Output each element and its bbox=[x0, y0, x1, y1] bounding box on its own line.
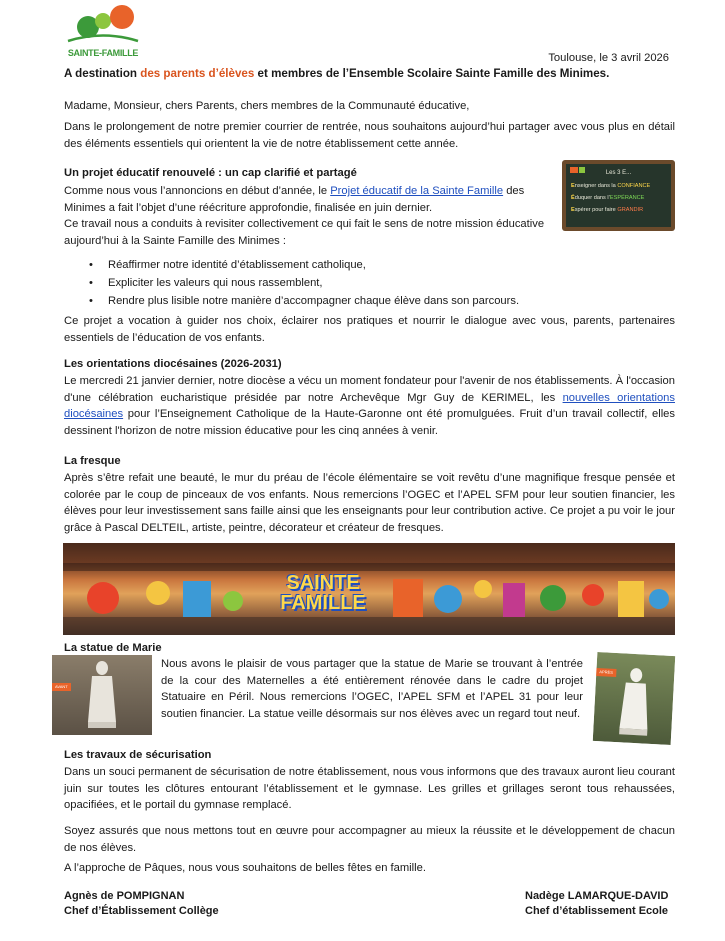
signature-right bbox=[525, 889, 668, 919]
travaux-heading: Les travaux de sécurisation bbox=[64, 749, 212, 761]
title-highlight: des parents d’élèves bbox=[140, 67, 255, 80]
signature-left-name: Agnès de POMPIGNAN bbox=[64, 890, 185, 902]
signature-left-role: Chef d’Établissement Collège bbox=[64, 905, 219, 917]
orientations-text: Le mercredi 21 janvier dernier, notre diocèse a vécu un moment fondateur pour l'avenir de nos établissements. À l'occasion d'une célébration eucharistique présidée par notre Archevêque Mgr Guy de KERIMEL, les bbox=[64, 375, 675, 404]
chalk-decor-icon bbox=[570, 167, 578, 173]
chalk-lead: E bbox=[571, 207, 575, 213]
orientations-text-end: pour l’Enseignement Catholique de la Haute-Garonne ont été promulguées. Fruit d’un travail collectif, elles dessinent l'horizon de notre mission éducative pour les cinq années à venir. bbox=[64, 408, 675, 437]
fresque-paragraph: Après s’être refait une beauté, le mur du préau de l’école élémentaire se voit revêtu d’une magnifique fresque pensée et colorée par le coup de pinceaux de vos enfants. Nous remercions l’OGEC et l’APEL SFM pour leur soutien financier, les élèves pour leur investissement sans faille ainsi que les enseignants pour leur contribution active. Ce projet a pu voir le jour grâce à Pascal DELTEIL, artiste, peintre, décorateur et créateur de fresques. bbox=[64, 472, 675, 534]
chalk-keyword: ESPÉRANCE bbox=[609, 195, 645, 201]
chalk-title: Les 3 E... bbox=[605, 170, 632, 176]
orientations-paragraph bbox=[64, 373, 675, 439]
list-item: • Rendre plus lisible notre manière d’accompagner chaque élève dans son parcours. bbox=[64, 293, 624, 311]
date-line: Toulouse, le 3 avril 2026 bbox=[548, 52, 669, 64]
closing-paragraph-1: Soyez assurés que nous mettons tout en œuvre pour accompagner au mieux la réussite et le développement de chacun de nos élèves. bbox=[64, 825, 675, 854]
chalk-line-1 bbox=[571, 182, 650, 190]
logo-text: SAINTE-FAMILLE bbox=[67, 48, 139, 58]
list-item: • Réaffirmer notre identité d’établissement catholique, bbox=[64, 257, 624, 275]
closing-paragraph-2: A l’approche de Pâques, nous vous souhaitons de belles fêtes en famille. bbox=[64, 862, 426, 874]
projet-block bbox=[64, 183, 554, 249]
chalk-lead: E bbox=[571, 183, 575, 189]
statue-paragraph: Nous avons le plaisir de vous partager que la statue de Marie se trouvant à l’entrée de la cour des Maternelles a été entièrement rénovée dans le cadre du projet Statuaire en Péril. Nous remercions l’OGEC, l’APEL SFM et l’APEL 31 pour leur soutien financier. La statue veille désormais sur nos élèves avec un regard tout neuf. bbox=[161, 658, 583, 720]
chalkboard-image bbox=[562, 160, 675, 231]
travaux-paragraph: Dans un souci permanent de sécurisation de notre établissement, nous vous informons que des travaux auront lieu courant juin sur toutes les clôtures entourant l’établissement et le gymnase. Les grilles et grillages seront tous rehaussées, opacifiées, et le portail du gymnase remplacé. bbox=[64, 766, 675, 811]
statue-after-image bbox=[591, 650, 678, 747]
chalk-text: nseigner dans la bbox=[574, 183, 618, 189]
page-title bbox=[64, 66, 674, 83]
projet-p1-text-end: des Minimes a fait l’objet d’une réécriture approfondie, finalisée en juin dernier. bbox=[64, 185, 525, 214]
statue-figure-icon bbox=[82, 660, 122, 730]
orientations-link[interactable]: nouvelles orientations diocésaines bbox=[64, 391, 675, 420]
projet-p2: Ce travail nous a conduits à revisiter collectivement ce qui fait le sens de notre mission éducative aujourd’hui à la Sainte Famille des Minimes : bbox=[64, 218, 545, 247]
title-prefix: A destination bbox=[64, 67, 141, 80]
chalkboard-surface bbox=[566, 164, 671, 227]
chalk-lead: É bbox=[571, 195, 575, 201]
signature-left bbox=[64, 889, 219, 919]
intro-paragraph: Dans le prolongement de notre premier courrier de rentrée, nous souhaitons aujourd’hui partager avec vous plus en détail des éléments essentiels qui orientent la vie de notre établissement cette année. bbox=[64, 121, 675, 150]
chalk-text: duquer dans l’ bbox=[574, 195, 610, 201]
title-suffix: et membres de l’Ensemble Scolaire Sainte Famille des Minimes. bbox=[254, 67, 610, 80]
chalk-text: spérer pour faire bbox=[574, 207, 618, 213]
projet-p1 bbox=[64, 183, 554, 216]
mural-title-2: FAMILLE bbox=[280, 592, 366, 614]
statue-before-image bbox=[52, 655, 152, 735]
chalk-keyword: GRANDIR bbox=[617, 207, 644, 213]
signature-right-role: Chef d’établissement Ecole bbox=[525, 905, 669, 917]
after-tag: APRÈS bbox=[596, 668, 616, 677]
chalk-line-3 bbox=[571, 206, 643, 214]
statue-figure-icon bbox=[615, 666, 655, 738]
chalk-keyword: CONFIANCE bbox=[617, 183, 651, 189]
projet-bullets bbox=[64, 257, 624, 311]
before-tag: AVANT bbox=[52, 683, 71, 691]
fresque-heading: La fresque bbox=[64, 455, 121, 467]
mural-title-1: SAINTE bbox=[286, 572, 360, 594]
projet-p3: Ce projet a vocation à guider nos choix, éclairer nos pratiques et nourrir le dialogue avec vous, parents, partenaires essentiels de l’éducation de vos enfants. bbox=[64, 315, 675, 344]
chalk-line-2 bbox=[571, 194, 644, 202]
projet-p1-text: Comme nous vous l’annoncions en début d’année, le bbox=[64, 185, 331, 197]
list-item: • Expliciter les valeurs qui nous rassemblent, bbox=[64, 275, 624, 293]
statue-heading: La statue de Marie bbox=[64, 642, 162, 654]
signature-right-name: Nadège LAMARQUE-DAVID bbox=[525, 890, 669, 902]
chalk-decor-icon bbox=[579, 167, 585, 173]
greeting: Madame, Monsieur, chers Parents, chers membres de la Communauté éducative, bbox=[64, 100, 470, 112]
logo bbox=[62, 4, 144, 62]
projet-heading: Un projet éducatif renouvelé : un cap clarifié et partagé bbox=[64, 167, 357, 179]
projet-educatif-link[interactable]: Projet éducatif de la Sainte Famille bbox=[330, 185, 504, 197]
orientations-heading: Les orientations diocésaines (2026-2031) bbox=[64, 358, 282, 370]
mural-image bbox=[63, 543, 675, 635]
